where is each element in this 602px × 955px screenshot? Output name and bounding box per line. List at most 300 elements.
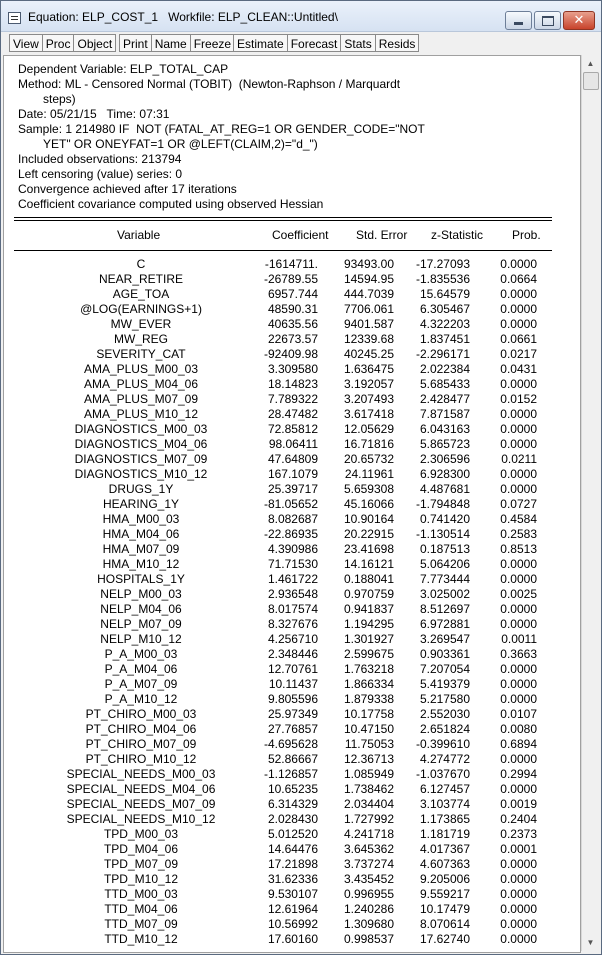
table-row bbox=[4, 707, 564, 722]
toolbar-group-estimate bbox=[233, 34, 418, 52]
table-row bbox=[4, 287, 564, 302]
std-error-cell: 3.737274 bbox=[343, 857, 394, 871]
z-statistic-cell: 7.207054 bbox=[419, 662, 470, 676]
table-row bbox=[4, 872, 564, 887]
std-error-cell: 3.192057 bbox=[343, 377, 394, 391]
prob-cell: 0.0000 bbox=[500, 287, 537, 301]
coefficient-cell: 18.14823 bbox=[267, 377, 318, 391]
coefficient-cell: 167.1079 bbox=[267, 467, 318, 481]
std-error-cell: 10.47150 bbox=[343, 722, 394, 736]
variable-cell: TPD_M04_06 bbox=[103, 842, 179, 856]
minimize-button[interactable] bbox=[505, 11, 532, 30]
prob-cell: 0.6894 bbox=[500, 737, 537, 751]
coefficient-cell: -81.05652 bbox=[263, 497, 318, 511]
z-statistic-cell: -0.399610 bbox=[415, 737, 470, 751]
prob-cell: 0.3663 bbox=[500, 647, 537, 661]
coefficient-cell: 22673.57 bbox=[267, 332, 318, 346]
variable-cell: DIAGNOSTICS_M10_12 bbox=[74, 467, 208, 481]
window-menu-icon[interactable] bbox=[8, 12, 21, 24]
table-row bbox=[4, 752, 564, 767]
variable-cell: PT_CHIRO_M10_12 bbox=[85, 752, 197, 766]
std-error-cell: 1.879338 bbox=[343, 692, 394, 706]
variable-cell: AMA_PLUS_M10_12 bbox=[83, 407, 199, 421]
table-row bbox=[4, 692, 564, 707]
coefficient-cell: 6957.744 bbox=[267, 287, 318, 301]
variable-cell: DRUGS_1Y bbox=[108, 482, 174, 496]
table-row bbox=[4, 572, 564, 587]
estimation-output[interactable] bbox=[3, 55, 581, 953]
std-error-cell: 23.41698 bbox=[343, 542, 394, 556]
prob-cell: 0.4584 bbox=[500, 512, 537, 526]
window-title: Equation: ELP_COST_1 Workfile: ELP_CLEAN::Untitled\ bbox=[28, 10, 338, 24]
z-statistic-cell: 1.837451 bbox=[419, 332, 470, 346]
vertical-scrollbar[interactable] bbox=[581, 55, 599, 951]
minimize-icon bbox=[514, 22, 523, 25]
variable-cell: HMA_M00_03 bbox=[102, 512, 180, 526]
method-line: Method: ML - Censored Normal (TOBIT) (Newton-Raphson / Marquardt bbox=[18, 77, 401, 91]
prob-cell: 0.0000 bbox=[500, 782, 537, 796]
z-statistic-cell: 0.903361 bbox=[419, 647, 470, 661]
coefficient-cell: 10.11437 bbox=[268, 677, 318, 691]
object-button[interactable]: Object bbox=[73, 34, 116, 52]
coefficient-cell: -22.86935 bbox=[263, 527, 318, 541]
forecast-button[interactable]: Forecast bbox=[287, 34, 342, 52]
std-error-cell: 1.738462 bbox=[343, 782, 394, 796]
coefficient-cell: 14.64476 bbox=[267, 842, 318, 856]
z-statistic-cell: -1.037670 bbox=[415, 767, 470, 781]
table-row bbox=[4, 782, 564, 797]
z-statistic-cell: 6.972881 bbox=[419, 617, 470, 631]
table-row bbox=[4, 272, 564, 287]
prob-cell: 0.0000 bbox=[500, 857, 537, 871]
table-row bbox=[4, 887, 564, 902]
coefficient-cell: 5.012520 bbox=[267, 827, 318, 841]
prob-cell: 0.0011 bbox=[501, 632, 537, 646]
variable-cell: SPECIAL_NEEDS_M04_06 bbox=[66, 782, 216, 796]
scroll-up-arrow-icon[interactable]: ▲ bbox=[586, 59, 595, 68]
variable-cell: TPD_M07_09 bbox=[103, 857, 179, 871]
table-row bbox=[4, 647, 564, 662]
prob-cell: 0.0000 bbox=[500, 467, 537, 481]
table-top-rule bbox=[14, 217, 552, 218]
coefficient-cell: 28.47482 bbox=[267, 407, 318, 421]
table-row bbox=[4, 767, 564, 782]
prob-cell: 0.2583 bbox=[500, 527, 537, 541]
std-error-cell: 1.763218 bbox=[343, 662, 394, 676]
table-row bbox=[4, 722, 564, 737]
table-top-rule-2 bbox=[14, 220, 552, 221]
variable-cell: MW_REG bbox=[114, 332, 168, 346]
z-statistic-cell: 4.274772 bbox=[419, 752, 470, 766]
prob-cell: 0.0000 bbox=[500, 257, 537, 271]
variable-cell: P_A_M10_12 bbox=[104, 692, 178, 706]
column-header-variable: Variable bbox=[117, 228, 161, 242]
coefficient-cell: 31.62336 bbox=[267, 872, 318, 886]
z-statistic-cell: 10.17479 bbox=[419, 902, 470, 916]
table-row bbox=[4, 677, 564, 692]
z-statistic-cell: 6.305467 bbox=[419, 302, 470, 316]
coefficient-cell: 4.256710 bbox=[267, 632, 318, 646]
coefficient-cell: 27.76857 bbox=[267, 722, 318, 736]
close-button[interactable] bbox=[563, 11, 595, 30]
variable-cell: AMA_PLUS_M04_06 bbox=[83, 377, 199, 391]
prob-cell: 0.0000 bbox=[500, 902, 537, 916]
table-row bbox=[4, 302, 564, 317]
variable-cell: AMA_PLUS_M07_09 bbox=[83, 392, 199, 406]
z-statistic-cell: 7.871587 bbox=[419, 407, 470, 421]
z-statistic-cell: -1.130514 bbox=[415, 527, 470, 541]
column-header-z-statistic: z-Statistic bbox=[431, 228, 484, 242]
coefficient-cell: 10.56992 bbox=[267, 917, 318, 931]
std-error-cell: 1.636475 bbox=[343, 362, 394, 376]
variable-cell: TTD_M04_06 bbox=[104, 902, 178, 916]
std-error-cell: 14.16121 bbox=[343, 557, 394, 571]
name-button[interactable]: Name bbox=[151, 34, 191, 52]
close-icon: ✕ bbox=[573, 13, 585, 28]
variable-cell: HMA_M10_12 bbox=[102, 557, 180, 571]
table-row bbox=[4, 602, 564, 617]
coefficient-cell: 2.028430 bbox=[267, 812, 318, 826]
z-statistic-cell: 3.103774 bbox=[419, 797, 470, 811]
print-button[interactable]: Print bbox=[119, 34, 152, 52]
std-error-cell: 4.241718 bbox=[343, 827, 394, 841]
coefficient-cell: 9.530107 bbox=[267, 887, 318, 901]
freeze-button[interactable]: Freeze bbox=[190, 34, 235, 52]
table-row bbox=[4, 347, 564, 362]
coefficient-cell: -1614711. bbox=[264, 257, 318, 271]
estimate-button[interactable]: Estimate bbox=[233, 34, 288, 52]
prob-cell: 0.2404 bbox=[500, 812, 537, 826]
z-statistic-cell: 5.064206 bbox=[419, 557, 470, 571]
z-statistic-cell: 8.070614 bbox=[419, 917, 470, 931]
z-statistic-cell: 6.043163 bbox=[419, 422, 470, 436]
coefficient-cell: 71.71530 bbox=[267, 557, 318, 571]
variable-cell: P_A_M00_03 bbox=[104, 647, 178, 661]
table-row bbox=[4, 632, 564, 647]
std-error-cell: 3.617418 bbox=[343, 407, 394, 421]
prob-cell: 0.0000 bbox=[500, 677, 537, 691]
variable-cell: P_A_M04_06 bbox=[104, 662, 178, 676]
std-error-cell: 3.207493 bbox=[343, 392, 394, 406]
std-error-cell: 16.71816 bbox=[343, 437, 394, 451]
prob-cell: 0.0000 bbox=[500, 692, 537, 706]
variable-cell: SPECIAL_NEEDS_M10_12 bbox=[66, 812, 216, 826]
coefficient-cell: 6.314329 bbox=[267, 797, 318, 811]
variable-cell: MW_EVER bbox=[110, 317, 172, 331]
table-row bbox=[4, 467, 564, 482]
std-error-cell: 24.11961 bbox=[344, 467, 394, 481]
prob-cell: 0.2373 bbox=[500, 827, 537, 841]
z-statistic-cell: -2.296171 bbox=[415, 347, 470, 361]
table-row bbox=[4, 662, 564, 677]
z-statistic-cell: 1.181719 bbox=[419, 827, 470, 841]
table-row bbox=[4, 377, 564, 392]
table-row bbox=[4, 407, 564, 422]
coefficient-cell: 4.390986 bbox=[267, 542, 318, 556]
std-error-cell: 12339.68 bbox=[343, 332, 394, 346]
date-line: Date: 05/21/15 Time: 07:31 bbox=[18, 107, 170, 121]
z-statistic-cell: 4.487681 bbox=[419, 482, 470, 496]
variable-cell: NELP_M10_12 bbox=[100, 632, 182, 646]
table-row bbox=[4, 332, 564, 347]
prob-cell: 0.0000 bbox=[500, 662, 537, 676]
variable-cell: TPD_M00_03 bbox=[103, 827, 179, 841]
prob-cell: 0.0025 bbox=[500, 587, 537, 601]
coefficient-cell: 7.789322 bbox=[267, 392, 318, 406]
z-statistic-cell: 4.607363 bbox=[419, 857, 470, 871]
z-statistic-cell: 2.022384 bbox=[419, 362, 470, 376]
variable-cell: TTD_M10_12 bbox=[104, 932, 178, 946]
table-row bbox=[4, 452, 564, 467]
estimation-header bbox=[18, 62, 558, 212]
std-error-cell: 444.7039 bbox=[343, 287, 394, 301]
z-statistic-cell: 3.025002 bbox=[419, 587, 470, 601]
sample-line-cont: YET" OR ONEYFAT=1 OR @LEFT(CLAIM,2)="d_") bbox=[43, 137, 318, 151]
table-row bbox=[4, 827, 564, 842]
coefficient-cell: -26789.55 bbox=[263, 272, 318, 286]
table-row bbox=[4, 317, 564, 332]
std-error-cell: 1.085949 bbox=[343, 767, 394, 781]
variable-cell: PT_CHIRO_M04_06 bbox=[85, 722, 197, 736]
table-row bbox=[4, 392, 564, 407]
dependent-variable-line: Dependent Variable: ELP_TOTAL_CAP bbox=[18, 62, 229, 76]
z-statistic-cell: 8.512697 bbox=[419, 602, 470, 616]
prob-cell: 0.0000 bbox=[500, 887, 537, 901]
std-error-cell: 5.659308 bbox=[343, 482, 394, 496]
std-error-cell: 0.941837 bbox=[343, 602, 394, 616]
std-error-cell: 10.90164 bbox=[343, 512, 394, 526]
coefficient-cell: -4.695628 bbox=[263, 737, 318, 751]
std-error-cell: 10.17758 bbox=[343, 707, 394, 721]
prob-cell: 0.0727 bbox=[500, 497, 537, 511]
std-error-cell: 20.65732 bbox=[343, 452, 394, 466]
column-header-std-error: Std. Error bbox=[356, 228, 408, 242]
toolbar-group-print bbox=[119, 34, 234, 52]
table-row bbox=[4, 842, 564, 857]
z-statistic-cell: 1.173865 bbox=[419, 812, 470, 826]
coefficient-cell: 8.082687 bbox=[267, 512, 318, 526]
std-error-cell: 40245.25 bbox=[343, 347, 394, 361]
z-statistic-cell: 5.865723 bbox=[419, 437, 470, 451]
coefficient-cell: 17.60160 bbox=[267, 932, 318, 946]
prob-cell: 0.0211 bbox=[501, 452, 537, 466]
table-header-rule bbox=[14, 250, 552, 251]
z-statistic-cell: 2.552030 bbox=[419, 707, 470, 721]
variable-cell: HEARING_1Y bbox=[102, 497, 180, 511]
table-row bbox=[4, 857, 564, 872]
prob-cell: 0.0000 bbox=[500, 572, 537, 586]
std-error-cell: 9401.587 bbox=[343, 317, 394, 331]
z-statistic-cell: 0.187513 bbox=[419, 542, 470, 556]
prob-cell: 0.0000 bbox=[500, 317, 537, 331]
std-error-cell: 3.435452 bbox=[343, 872, 394, 886]
z-statistic-cell: 17.62740 bbox=[419, 932, 470, 946]
std-error-cell: 1.866334 bbox=[343, 677, 394, 691]
prob-cell: 0.0000 bbox=[500, 437, 537, 451]
std-error-cell: 20.22915 bbox=[343, 527, 394, 541]
std-error-cell: 45.16066 bbox=[343, 497, 394, 511]
std-error-cell: 1.301927 bbox=[343, 632, 394, 646]
coefficient-cell: 17.21898 bbox=[267, 857, 318, 871]
prob-cell: 0.0000 bbox=[500, 482, 537, 496]
maximize-button[interactable] bbox=[534, 11, 561, 30]
std-error-cell: 0.996955 bbox=[343, 887, 394, 901]
prob-cell: 0.0152 bbox=[500, 392, 537, 406]
z-statistic-cell: 0.741420 bbox=[419, 512, 470, 526]
coefficient-cell: -1.126857 bbox=[263, 767, 318, 781]
z-statistic-cell: 5.419379 bbox=[419, 677, 470, 691]
z-statistic-cell: 4.322203 bbox=[419, 317, 470, 331]
variable-cell: HMA_M07_09 bbox=[102, 542, 180, 556]
variable-cell: NELP_M04_06 bbox=[100, 602, 182, 616]
prob-cell: 0.8513 bbox=[500, 542, 537, 556]
prob-cell: 0.0000 bbox=[500, 917, 537, 931]
prob-cell: 0.0000 bbox=[500, 617, 537, 631]
std-error-cell: 12.36713 bbox=[343, 752, 394, 766]
variable-cell: TTD_M00_03 bbox=[104, 887, 178, 901]
z-statistic-cell: 6.928300 bbox=[419, 467, 470, 481]
coefficient-cell: 12.70761 bbox=[267, 662, 318, 676]
variable-cell: NELP_M00_03 bbox=[100, 587, 182, 601]
z-statistic-cell: 2.651824 bbox=[419, 722, 470, 736]
std-error-cell: 1.309680 bbox=[343, 917, 394, 931]
coefficient-cell: 9.805596 bbox=[267, 692, 318, 706]
z-statistic-cell: 15.64579 bbox=[419, 287, 470, 301]
prob-cell: 0.0000 bbox=[500, 752, 537, 766]
z-statistic-cell: 9.559217 bbox=[419, 887, 470, 901]
prob-cell: 0.0431 bbox=[500, 362, 537, 376]
z-statistic-cell: 7.773444 bbox=[419, 572, 470, 586]
column-header-prob: Prob. bbox=[512, 228, 541, 242]
censoring-line: Left censoring (value) series: 0 bbox=[18, 167, 183, 181]
convergence-line: Convergence achieved after 17 iterations bbox=[18, 182, 237, 196]
variable-cell: C bbox=[136, 257, 146, 271]
coefficient-cell: 1.461722 bbox=[267, 572, 318, 586]
std-error-cell: 93493.00 bbox=[343, 257, 394, 271]
z-statistic-cell: 5.685433 bbox=[419, 377, 470, 391]
prob-cell: 0.0080 bbox=[500, 722, 537, 736]
z-statistic-cell: 9.205006 bbox=[419, 872, 470, 886]
variable-cell: SPECIAL_NEEDS_M07_09 bbox=[66, 797, 216, 811]
coefficient-cell: 8.017574 bbox=[267, 602, 318, 616]
table-row bbox=[4, 557, 564, 572]
prob-cell: 0.0664 bbox=[500, 272, 537, 286]
variable-cell: DIAGNOSTICS_M00_03 bbox=[74, 422, 208, 436]
std-error-cell: 2.599675 bbox=[343, 647, 394, 661]
std-error-cell: 1.194295 bbox=[343, 617, 394, 631]
stats-button[interactable]: Stats bbox=[340, 34, 375, 52]
prob-cell: 0.0000 bbox=[500, 932, 537, 946]
variable-cell: HOSPITALS_1Y bbox=[97, 572, 185, 586]
std-error-cell: 3.645362 bbox=[343, 842, 394, 856]
std-error-cell: 1.240286 bbox=[343, 902, 394, 916]
coefficient-cell: 25.97349 bbox=[267, 707, 318, 721]
coefficient-cell: 40635.56 bbox=[267, 317, 318, 331]
variable-cell: TTD_M07_09 bbox=[104, 917, 178, 931]
variable-cell: DIAGNOSTICS_M04_06 bbox=[74, 437, 208, 451]
observations-line: Included observations: 213794 bbox=[18, 152, 182, 166]
variable-cell: NELP_M07_09 bbox=[100, 617, 182, 631]
std-error-cell: 2.034404 bbox=[343, 797, 394, 811]
z-statistic-cell: 5.217580 bbox=[419, 692, 470, 706]
table-row bbox=[4, 527, 564, 542]
table-row bbox=[4, 902, 564, 917]
maximize-icon bbox=[542, 16, 554, 26]
variable-cell: PT_CHIRO_M00_03 bbox=[85, 707, 197, 721]
z-statistic-cell: 3.269547 bbox=[419, 632, 470, 646]
proc-button[interactable]: Proc bbox=[42, 34, 75, 52]
view-button[interactable]: View bbox=[9, 34, 43, 52]
equation-toolbar bbox=[1, 32, 601, 54]
covariance-line: Coefficient covariance computed using observed Hessian bbox=[18, 197, 324, 211]
coefficient-cell: 48590.31 bbox=[267, 302, 318, 316]
coefficient-cell: 72.85812 bbox=[267, 422, 318, 436]
variable-cell: NEAR_RETIRE bbox=[98, 272, 184, 286]
method-line-cont: steps) bbox=[43, 92, 76, 106]
prob-cell: 0.0107 bbox=[500, 707, 537, 721]
coefficient-cell: 10.65235 bbox=[267, 782, 318, 796]
z-statistic-cell: 6.127457 bbox=[419, 782, 470, 796]
coefficient-cell: 25.39717 bbox=[267, 482, 318, 496]
variable-cell: @LOG(EARNINGS+1) bbox=[80, 302, 202, 316]
prob-cell: 0.0001 bbox=[500, 842, 537, 856]
prob-cell: 0.0000 bbox=[500, 377, 537, 391]
coefficient-cell: -92409.98 bbox=[263, 347, 318, 361]
z-statistic-cell: -1.835536 bbox=[415, 272, 470, 286]
prob-cell: 0.0000 bbox=[500, 602, 537, 616]
scrollbar-thumb[interactable] bbox=[583, 72, 599, 90]
variable-cell: SEVERITY_CAT bbox=[96, 347, 186, 361]
column-header-coefficient: Coefficient bbox=[272, 228, 329, 242]
std-error-cell: 0.970759 bbox=[343, 587, 394, 601]
variable-cell: TPD_M10_12 bbox=[103, 872, 179, 886]
prob-cell: 0.0000 bbox=[500, 872, 537, 886]
prob-cell: 0.0661 bbox=[500, 332, 537, 346]
table-row bbox=[4, 812, 564, 827]
table-row bbox=[4, 932, 564, 947]
coefficient-cell: 2.348446 bbox=[267, 647, 318, 661]
variable-cell: SPECIAL_NEEDS_M00_03 bbox=[66, 767, 216, 781]
z-statistic-cell: -1.794848 bbox=[415, 497, 470, 511]
table-row bbox=[4, 257, 564, 272]
std-error-cell: 7706.061 bbox=[343, 302, 394, 316]
table-row bbox=[4, 497, 564, 512]
table-row bbox=[4, 437, 564, 452]
table-row bbox=[4, 482, 564, 497]
z-statistic-cell: 2.428477 bbox=[419, 392, 470, 406]
prob-cell: 0.0217 bbox=[500, 347, 537, 361]
std-error-cell: 0.998537 bbox=[343, 932, 394, 946]
coefficient-cell: 2.936548 bbox=[267, 587, 318, 601]
coefficient-cell: 8.327676 bbox=[267, 617, 318, 631]
variable-cell: HMA_M04_06 bbox=[102, 527, 180, 541]
table-row bbox=[4, 542, 564, 557]
z-statistic-cell: 4.017367 bbox=[419, 842, 470, 856]
std-error-cell: 1.727992 bbox=[343, 812, 394, 826]
table-row bbox=[4, 422, 564, 437]
variable-cell: PT_CHIRO_M07_09 bbox=[85, 737, 197, 751]
prob-cell: 0.2994 bbox=[500, 767, 537, 781]
sample-line: Sample: 1 214980 IF NOT (FATAL_AT_REG=1 OR GENDER_CODE="NOT bbox=[18, 122, 425, 136]
resids-button[interactable]: Resids bbox=[375, 34, 420, 52]
coefficient-table bbox=[4, 257, 564, 947]
coefficient-cell: 52.86667 bbox=[267, 752, 318, 766]
prob-cell: 0.0000 bbox=[500, 557, 537, 571]
title-bar[interactable] bbox=[1, 1, 601, 32]
toolbar-group-view bbox=[9, 34, 115, 52]
table-row bbox=[4, 587, 564, 602]
scroll-down-arrow-icon[interactable]: ▼ bbox=[586, 938, 595, 947]
